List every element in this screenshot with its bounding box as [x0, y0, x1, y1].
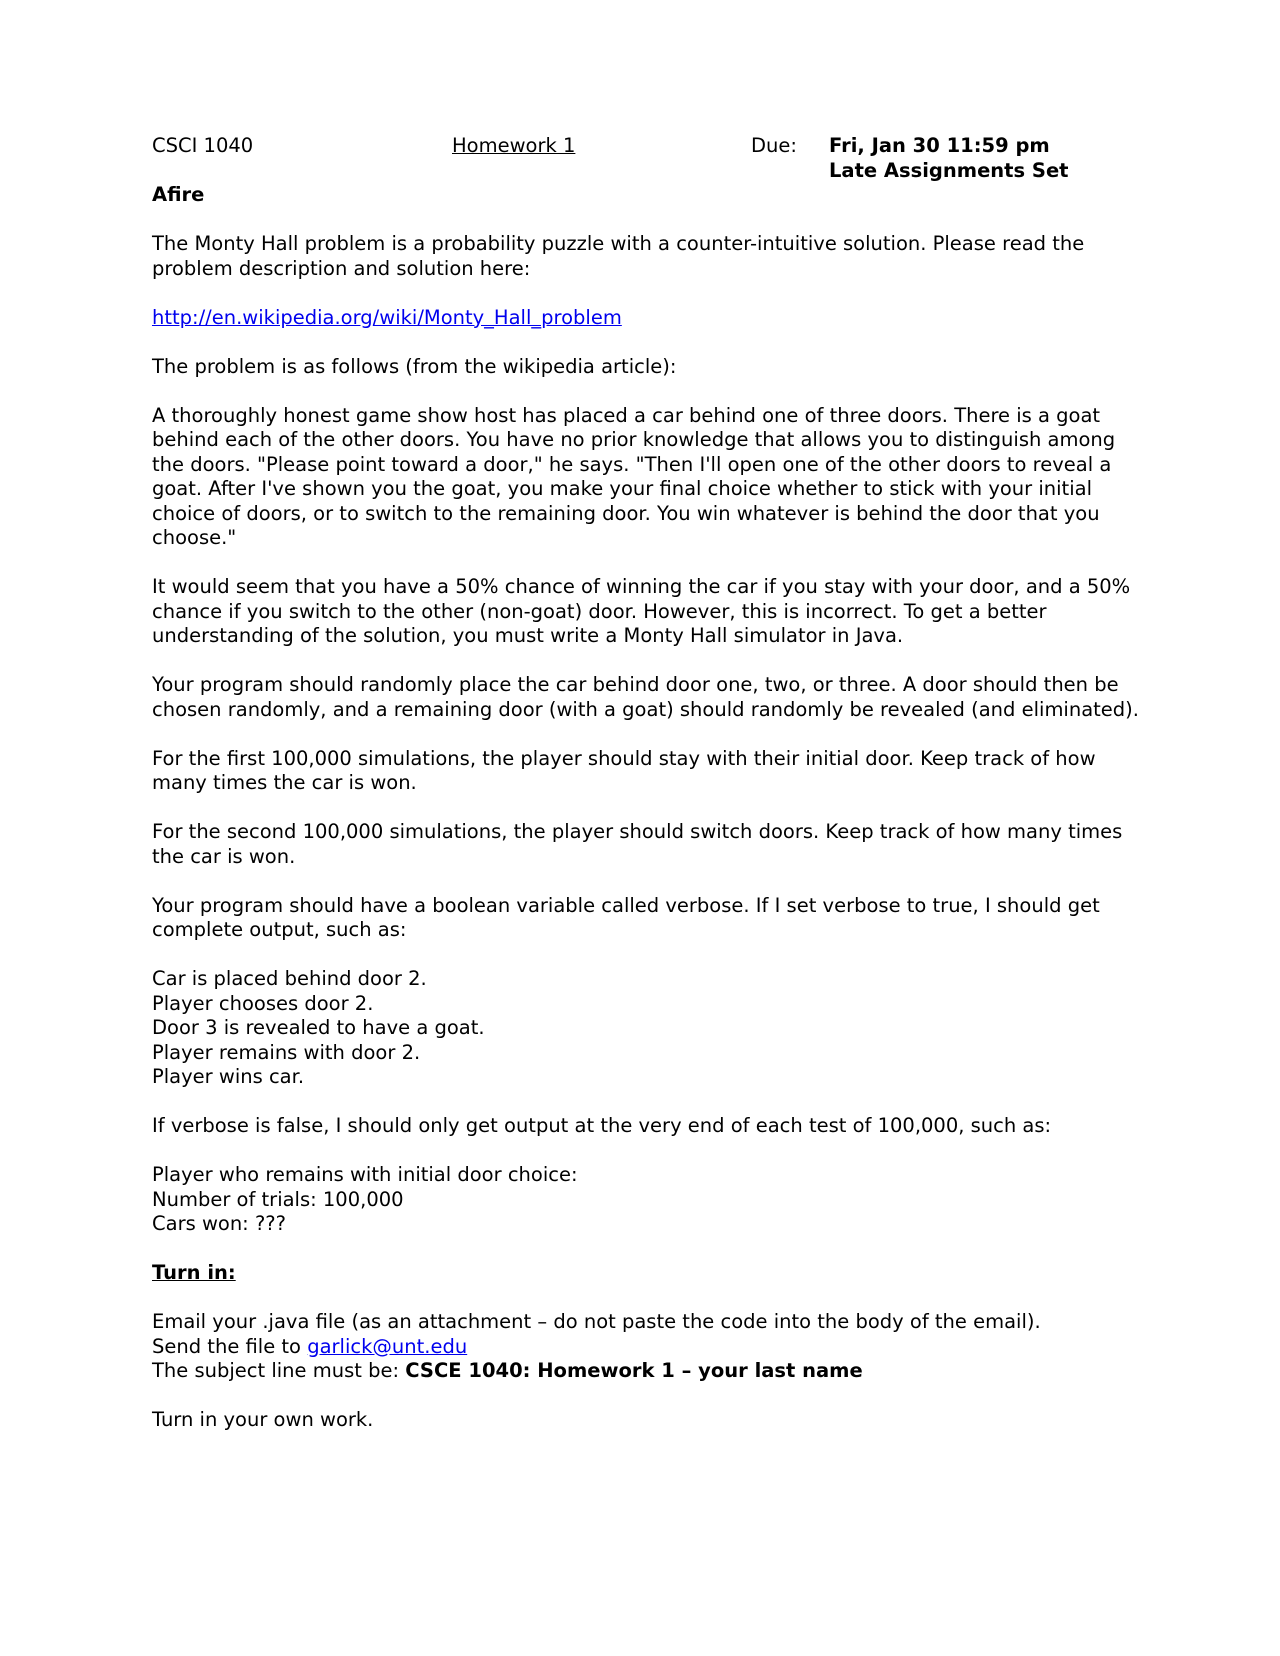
link-paragraph [152, 306, 1142, 331]
turn-in-heading: Turn in: [152, 1261, 236, 1284]
due-label: Due: [751, 134, 797, 157]
output-line: Player wins car. [152, 1065, 305, 1088]
paragraph-verbose: Your program should have a boolean variable called verbose. If I set verbose to true, I should get complete output, such as: [152, 893, 1100, 941]
homework-title: Homework 1 [452, 134, 576, 157]
course-code: CSCI 1040 [152, 134, 254, 157]
verbose-output-example [152, 967, 1142, 1090]
spacer [152, 1090, 1142, 1115]
paragraph-second: For the second 100,000 simulations, the player should switch doors. Keep track of how many times the car is won. [152, 820, 1123, 868]
summary-output-example [152, 1163, 1142, 1237]
wikipedia-link[interactable]: http://en.wikipedia.org/wiki/Monty_Hall_problem [152, 305, 622, 329]
output-line: Player remains with door 2. [152, 1040, 421, 1064]
paragraph-first: For the first 100,000 simulations, the player should stay with their initial door. Keep track of how many times the car is won. [152, 746, 1096, 794]
output-line: Player who remains with initial door choice: [152, 1163, 578, 1186]
due-date: Fri, Jan 30 11:59 pm [829, 134, 1050, 157]
problem-quote: A thoroughly honest game show host has placed a car behind one of three doors. There is a goat behind each of the other doors. You have no prior knowledge that allows you to distinguish among the doors. "Please point toward a door," he says. "Then I'll open one of the other doors to reveal a goat. After I've shown you the goat, you make your final choice whether to stick with your initial choice of doors, or to switch to the remaining door. You win whatever is behind the door that you choose." [152, 403, 1116, 549]
output-line: Player chooses door 2. [152, 991, 374, 1015]
spacer [152, 1237, 1142, 1262]
output-line: Number of trials: 100,000 [152, 1187, 404, 1211]
spacer [152, 208, 1142, 233]
document-page [152, 134, 1142, 1457]
subject-prefix: The subject line must be: [152, 1359, 406, 1382]
problem-intro: The problem is as follows (from the wikipedia article): [152, 354, 677, 378]
intro-paragraph: The Monty Hall problem is a probability puzzle with a counter-intuitive solution. Please read the problem description and solution here: [152, 232, 1085, 280]
turn-in-heading-line [152, 1261, 1142, 1286]
subject-instruction [152, 1359, 1142, 1384]
late-note: Late Assignments Set [829, 158, 1069, 182]
header-row [152, 134, 1142, 159]
late-note-row [152, 159, 1142, 184]
spacer [152, 1384, 1142, 1409]
subject-value: CSCE 1040: Homework 1 – your last name [405, 1359, 863, 1382]
own-work-note: Turn in your own work. [152, 1408, 374, 1431]
paragraph-random: Your program should randomly place the car behind door one, two, or three. A door should then be chosen randomly, and a remaining door (with a goat) should randomly be revealed (and eliminated). [152, 673, 1139, 721]
paragraph-seem: It would seem that you have a 50% chance of winning the car if you stay with your door, and a 50% chance if you switch to the other (non-goat) door. However, this is incorrect. To get a better understanding of the solution, you must write a Monty Hall simulator in Java. [152, 575, 1131, 647]
email-address-link[interactable]: garlick@unt.edu [307, 1334, 468, 1358]
send-prefix: Send the file to [152, 1334, 308, 1358]
send-instruction [152, 1335, 1142, 1360]
output-line: Car is placed behind door 2. [152, 967, 427, 990]
turn-in-instructions [152, 1310, 1142, 1384]
email-instruction: Email your .java file (as an attachment – do not paste the code into the body of the email). [152, 1310, 1041, 1333]
output-line: Cars won: ??? [152, 1212, 286, 1235]
paragraph-false-output: If verbose is false, I should only get output at the very end of each test of 100,000, such as: [152, 1114, 1052, 1137]
author-name: Afire [152, 183, 205, 206]
output-line: Door 3 is revealed to have a goat. [152, 1016, 485, 1039]
